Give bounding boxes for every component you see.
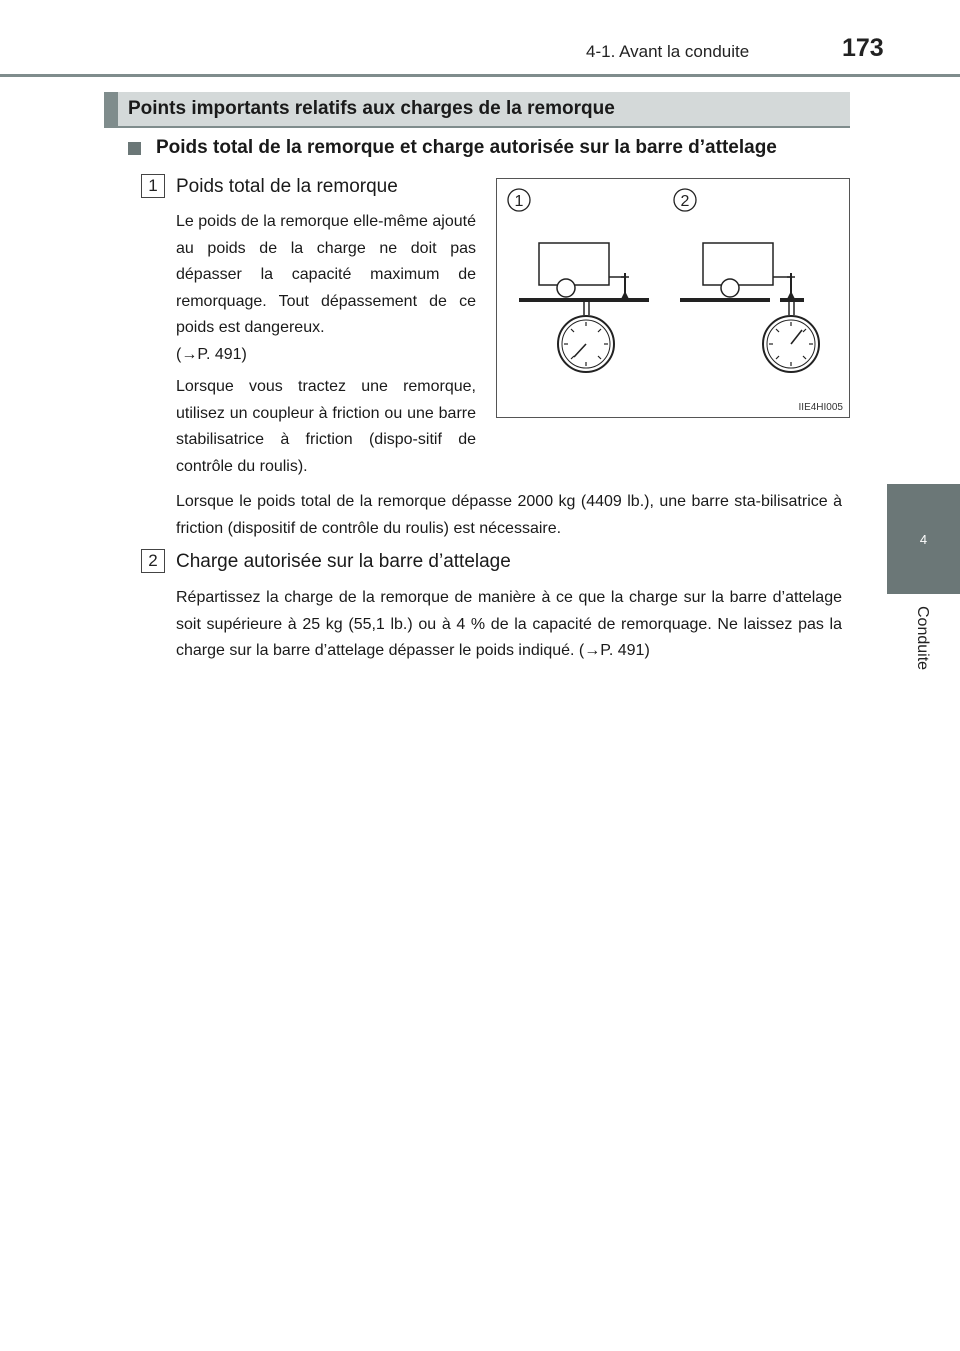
trailer-scale-diagram: [497, 179, 849, 417]
paragraph: Le poids de la remorque elle-même ajouté au poids de la charge ne doit pas dépasser la capacité maximum de remorquage. Tout dépassement de ce poids est dangereux.: [176, 213, 476, 336]
page-number: 173: [842, 34, 884, 62]
item-number-badge: 2: [141, 549, 165, 573]
header-section-title: 4-1. Avant la conduite: [586, 42, 750, 61]
section-title-bar: [104, 92, 850, 128]
item-title: Charge autorisée sur la barre d’attelage: [176, 551, 511, 572]
item-number-badge: 1: [141, 174, 165, 198]
section-bar-accent: [104, 92, 118, 126]
chapter-tab: [887, 484, 960, 594]
chapter-label: Conduite: [914, 606, 931, 671]
figure-label-2-text: 2: [680, 193, 690, 210]
figure-label-1: [508, 189, 530, 211]
tongue-weight-illustration: [496, 178, 850, 418]
tongue-on-scale: [680, 243, 819, 372]
chapter-label-tab: [887, 594, 960, 704]
figure-label-1-text: 1: [514, 193, 524, 210]
paragraph: Répartissez la charge de la remorque de manière à ce que la charge sur la barre d’attelage soit supérieure à 25 kg (55,1 lb.) ou à 4 % de la capacité de remorquage. Ne laissez pas la charge sur la barre d’attelage dépasser le poids indiqué. (→P. 491): [176, 589, 842, 659]
trailer-on-scale: [519, 243, 649, 372]
paragraph: Lorsque le poids total de la remorque dépasse 2000 kg (4409 lb.), une barre sta-bilisatrice à friction (dispositif de contrôle du roulis) est nécessaire.: [176, 493, 842, 537]
square-bullet-icon: [128, 142, 141, 155]
chapter-number: 4: [919, 532, 928, 547]
paragraph: Lorsque vous tractez une remorque, utilisez un coupleur à friction ou une barre stabilisatrice à friction (dispo-sitif de contrôle du roulis).: [176, 378, 476, 475]
figure-label-2: [674, 189, 696, 211]
page-reference: (→P. 491): [176, 346, 247, 363]
subheading: Poids total de la remorque et charge autorisée sur la barre d’attelage: [156, 137, 777, 158]
header-rule: [0, 74, 960, 77]
figure-code: IIE4HI005: [798, 402, 843, 413]
item-title: Poids total de la remorque: [176, 176, 398, 197]
section-title: Points importants relatifs aux charges de la remorque: [128, 98, 615, 119]
